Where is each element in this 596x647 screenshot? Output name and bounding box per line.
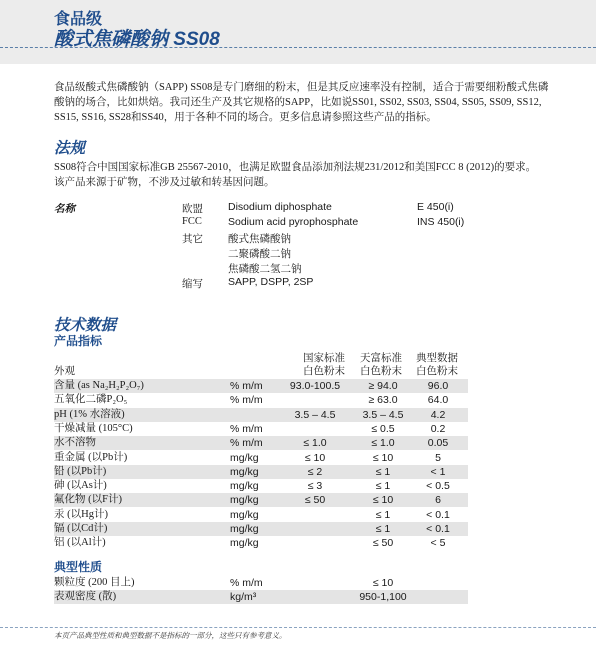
row-unit: mg/kg [230,523,259,535]
spec-row [54,590,468,604]
row-unit: mg/kg [230,494,259,507]
row-gb-value: ≤ 3 [307,480,323,493]
names-row [0,201,596,215]
tech-data-heading: 技术数据 [54,317,117,334]
row-tf-value: ≤ 1 [375,465,391,478]
names-code: E 450(i) [417,201,454,213]
intro-line: SS15, SS16, SS28和SS40，用于各种不同的场合。更多信息请参照这些产品的指标。 [54,112,437,123]
row-unit: mg/kg [230,537,259,550]
names-row [0,276,596,290]
names-row [0,246,596,260]
spec-row [54,436,468,450]
row-tf-value: ≤ 50 [372,537,394,550]
spec-row [54,508,468,522]
row-typical-value: 64.0 [427,394,449,407]
row-typical-value: < 1 [430,465,446,478]
appearance-row [54,365,468,379]
row-gb-value: ≤ 2 [307,465,323,478]
row-gb-value: 3.5 – 4.5 [294,408,336,421]
row-typical-value: < 5 [430,537,446,550]
row-tf-value: 950-1,100 [359,591,407,604]
row-unit: mg/kg [230,480,259,493]
regulations-heading: 法规 [54,140,86,157]
row-tf-value: ≤ 10 [372,451,394,464]
row-gb-value: ≤ 1.0 [303,437,327,450]
row-typical-value: 0.05 [427,437,449,450]
names-row [0,216,596,230]
spec-row [54,493,468,507]
row-label: pH (1% 水溶液) [54,408,125,420]
spec-row [54,379,468,393]
row-tf-value: ≤ 10 [372,577,394,589]
row-tf-value: 3.5 – 4.5 [362,408,404,421]
row-label: 颗粒度 (200 目上) [54,577,135,588]
row-label: 外观 [54,366,75,377]
row-tf-value: ≤ 1 [375,523,391,535]
row-label: 五氧化二磷P₂O₅ [54,394,128,406]
row-tf-value: ≤ 1 [375,508,391,521]
regulations-paragraph [54,160,554,190]
row-typical-value: < 0.1 [426,523,450,535]
row-gb-value: ≤ 50 [304,494,326,507]
row-label: 干燥减量 (105°C) [54,422,133,434]
spec-row [54,393,468,407]
row-unit: mg/kg [230,508,259,521]
col-header-line: 白色粉末 [416,366,458,377]
spec-subheading: 产品指标 [54,334,103,348]
names-row [0,261,596,275]
row-typical-value: 6 [435,494,441,507]
row-typical-value: 4.2 [430,408,446,421]
spec-row [54,451,468,465]
names-value: SAPP, DSPP, 2SP [228,276,314,288]
row-label: 铝 (以Al计) [54,537,106,549]
row-typical-value: < 0.1 [426,508,450,521]
row-label: 重金属 (以Pb计) [54,451,128,463]
row-unit: mg/kg [230,465,259,478]
row-tf-value: ≥ 94.0 [368,380,398,392]
intro-line: 酸钠的场合，比如烘焙。我司还生产及其它规格的SAPP，比如说SS01, SS02, SS03, SS04, SS05, SS09, SS12, [54,97,542,108]
intro-line: 食品级酸式焦磷酸钠（SAPP) SS08是专门磨细的粉末，但是其反应速率没有控制，适合于需要细粉酸式焦磷 [54,82,549,93]
names-value: 酸式焦磷酸钠 [228,233,291,245]
col-header-line: 典型数据 [416,353,458,364]
names-value: 焦磷酸二氢二钠 [228,263,302,275]
names-region: 欧盟 [182,204,203,215]
names-value: Disodium diphosphate [228,201,332,213]
row-label: 铅 (以Pb计) [54,465,107,477]
page-header [0,0,596,64]
col-header-line: 天富标准 [360,353,402,364]
names-label: 名称 [54,204,75,215]
row-label: 水不溶物 [54,437,96,449]
spec-row [54,465,468,479]
row-gb-value: 93.0-100.5 [289,380,341,392]
spec-row [54,422,468,436]
row-tf-value: ≤ 1 [375,480,391,493]
col-header-line: 国家标准 [303,353,345,364]
names-region: 缩写 [182,279,203,290]
row-tf-value: ≥ 63.0 [368,394,398,407]
names-region: FCC [182,216,202,227]
row-unit: % m/m [230,380,263,392]
row-tf-value: ≤ 10 [372,494,394,507]
row-typical-value: < 0.5 [426,480,450,493]
spec-row [54,522,468,536]
regulations-line: SS08符合中国国家标准GB 25567-2010，也满足欧盟食品添加剂法规231/2012和美国FCC 8 (2012)的要求。 [54,162,537,173]
row-typical-value: 5 [435,451,441,464]
col-header-line: 白色粉末 [360,366,402,377]
spec-row [54,408,468,422]
spec-row [54,576,468,590]
col-header-line: 白色粉末 [303,366,345,377]
row-label: 砷 (以As计) [54,480,107,492]
row-tf-value: ≤ 1.0 [371,437,395,450]
row-tf-value: ≤ 0.5 [371,422,395,435]
header-divider [0,47,596,48]
spec-row [54,479,468,493]
names-region: 其它 [182,234,203,245]
row-typical-value: 0.2 [430,422,446,435]
row-unit: % m/m [230,422,263,435]
product-category: 食品级 [54,11,103,28]
row-label: 表观密度 (散) [54,591,117,603]
row-gb-value: ≤ 10 [304,451,326,464]
row-unit: % m/m [230,577,263,589]
row-unit: mg/kg [230,451,259,464]
row-unit: kg/m³ [230,591,257,604]
page-title: 酸式焦磷酸钠 SS08 [54,29,220,50]
names-code: INS 450(i) [417,216,465,228]
footer-divider [0,627,596,628]
names-row [0,231,596,245]
regulations-line: 该产品来源于矿物，不涉及过敏和转基因问题。 [54,177,275,188]
names-value: Sodium acid pyrophosphate [228,216,359,228]
row-label: 镉 (以Cd计) [54,523,108,534]
spec-row [54,536,468,550]
footer-note: 本页产品典型性质和典型数据不是指标的一部分，这些只有参考意义。 [54,631,287,640]
row-label: 氟化物 (以F计) [54,494,122,506]
typical-properties-heading: 典型性质 [54,560,103,574]
row-unit: % m/m [230,394,263,407]
names-value: 二聚磷酸二钠 [228,248,291,260]
row-typical-value: 96.0 [427,380,449,392]
intro-paragraph [54,80,554,125]
row-unit: % m/m [230,437,263,450]
row-label: 汞 (以Hg计) [54,508,108,520]
row-label: 含量 (as Na₂H₂P₂O₇) [54,380,144,391]
